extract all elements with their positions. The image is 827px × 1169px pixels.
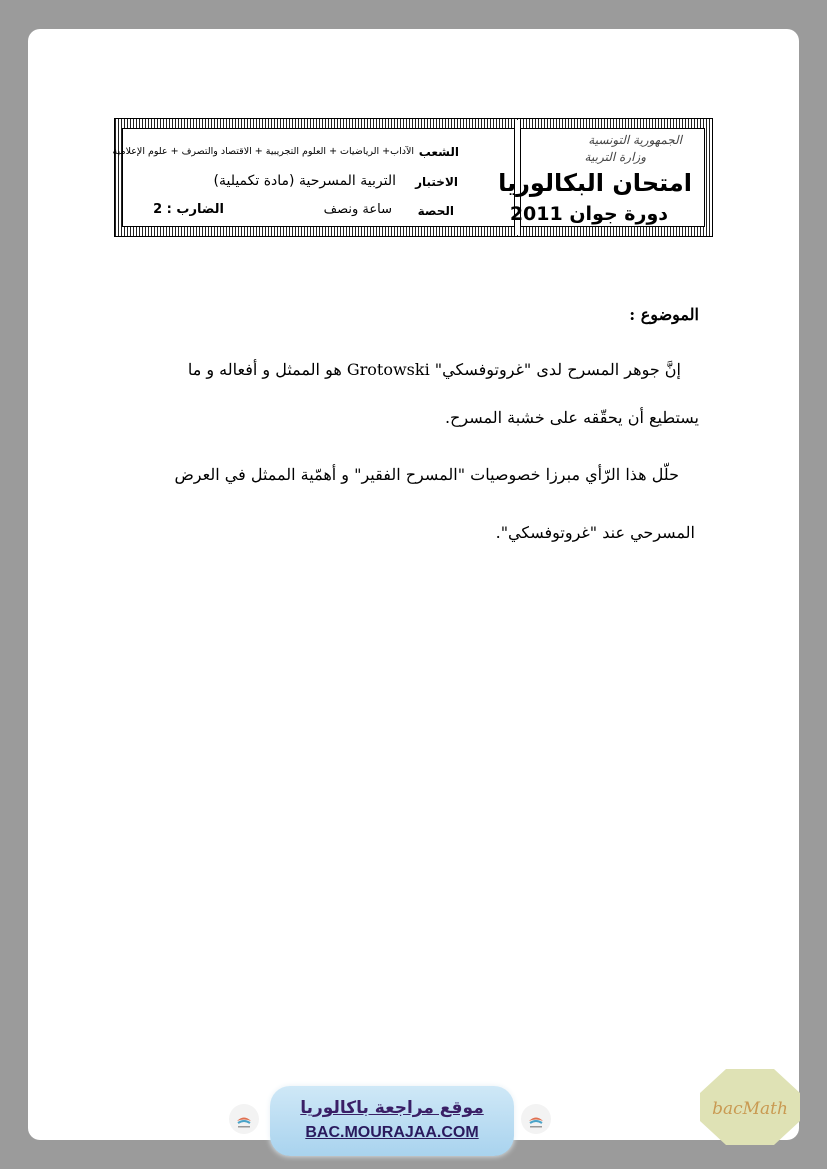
coefficient-label: الضارب: [176, 202, 224, 217]
subject-value: التربية المسرحية (مادة تكميلية): [213, 173, 396, 189]
paragraph-2-line-2: المسرحي عند "غروتوفسكي".: [495, 523, 695, 542]
duration-label: الحصة: [417, 204, 454, 218]
republic-name: الجمهورية التونسية: [588, 133, 682, 147]
exam-session: دورة جوان 2011: [509, 203, 668, 225]
sections-label: الشعب: [418, 145, 459, 159]
duration-value: ساعة ونصف: [323, 202, 392, 217]
paragraph-1-line-2: يستطيع أن يحقّقه على خشبة المسرح.: [444, 408, 699, 427]
site-logo-left-icon: [229, 1104, 259, 1134]
topic-label: الموضوع :: [629, 305, 699, 324]
subject-label: الاختبار: [415, 175, 458, 189]
site-name[interactable]: موقع مراجعة باكالوريا: [300, 1098, 484, 1118]
coefficient-value: 2: [153, 202, 163, 217]
ministry-name: وزارة التربية: [584, 150, 646, 164]
watermark-text: bacMath: [712, 1099, 788, 1119]
exam-header: [114, 118, 713, 237]
site-logo-right-icon: [521, 1104, 551, 1134]
site-url[interactable]: BAC.MOURAJAA.COM: [305, 1124, 479, 1141]
coefficient: الضارب : 2: [153, 202, 224, 217]
site-banner-link[interactable]: [270, 1086, 514, 1156]
exam-title: امتحان البكالوريا: [498, 169, 692, 197]
bacmath-watermark-logo: [698, 1067, 802, 1147]
paragraph-1-line-1: إنَّ جوهر المسرح لدى "غروتوفسكي" Grotowski هو الممثل و أفعاله و ما: [187, 360, 681, 379]
sections-value: الآداب+ الرياضيات + العلوم التجريبية + الاقتصاد والتصرف + علوم الإعلامية: [112, 146, 414, 157]
header-inner-frame: [112, 128, 705, 227]
paragraph-2-line-1: حلّل هذا الرّأي مبرزا خصوصيات "المسرح الفقير" و أهمّية الممثل في العرض: [174, 465, 679, 484]
